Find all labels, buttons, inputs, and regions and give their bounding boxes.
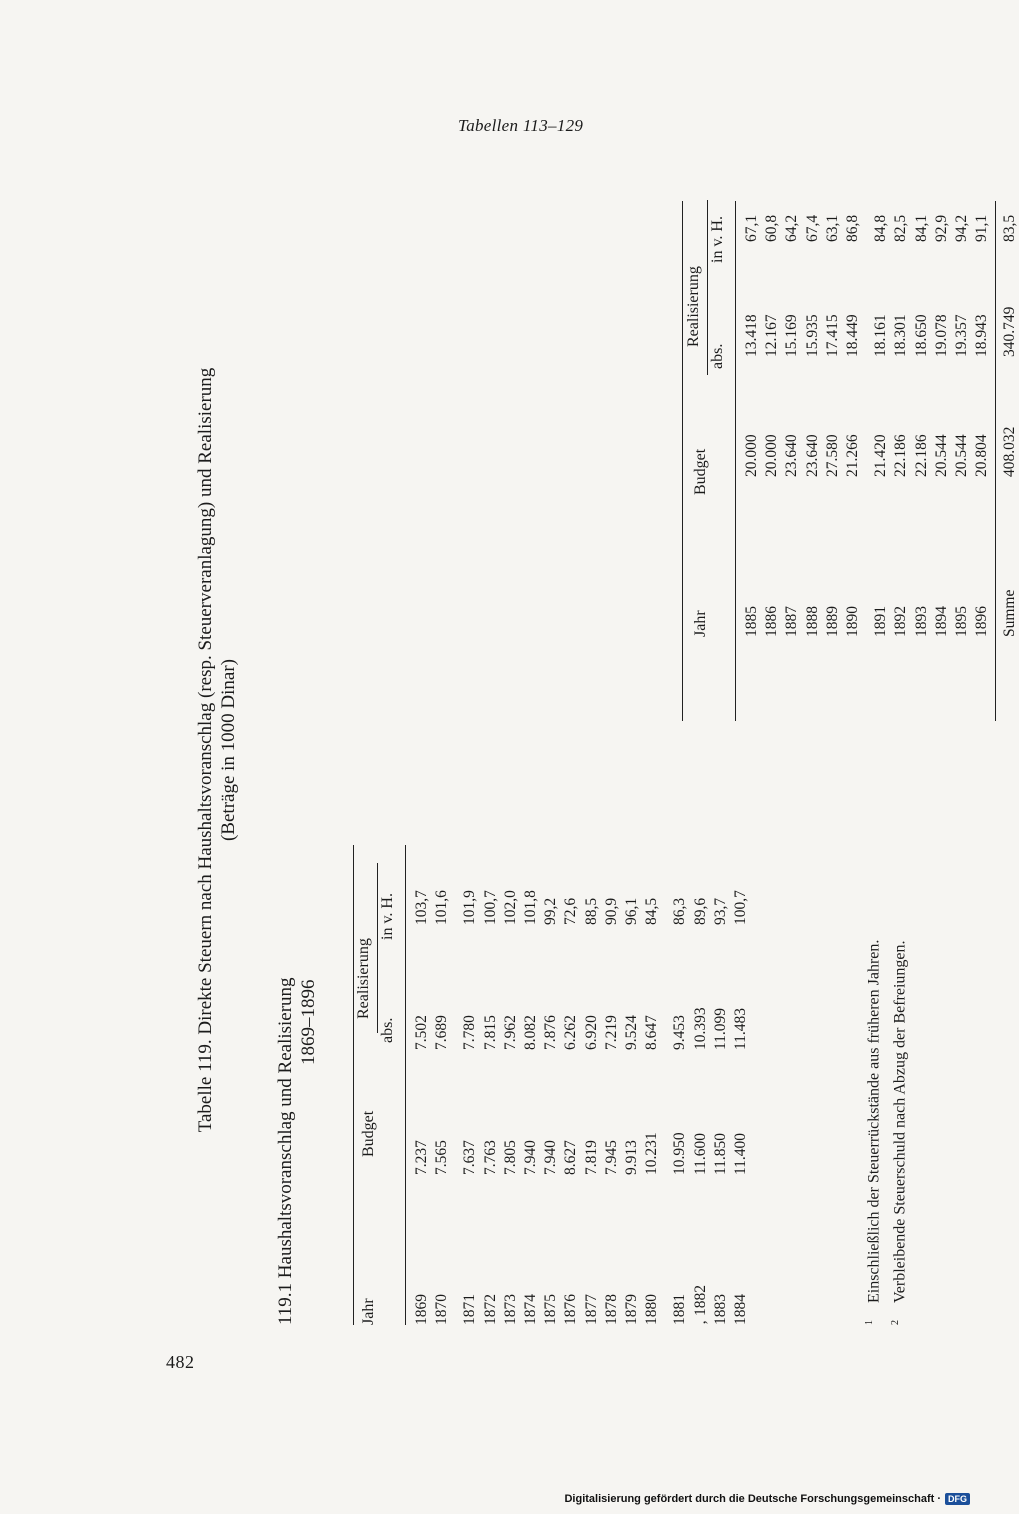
dfg-logo-icon: DFG	[945, 1493, 970, 1505]
table-cell-abs: 8.082	[522, 1015, 539, 1050]
table-cell-bud: 7.819	[582, 1140, 600, 1175]
table-cell-pct: 63,1	[823, 214, 841, 242]
right-table-header-rule	[735, 201, 736, 721]
table-cell-pct: 103,7	[413, 890, 430, 925]
right-header-year: Jahr	[692, 610, 709, 637]
left-table-header-rule	[405, 845, 406, 1325]
table-row	[804, 117, 822, 637]
table-cell-bud: 9.913	[623, 1140, 640, 1175]
table-row	[692, 805, 710, 1325]
footer-text: Digitalisierung gefördert durch die Deutsche Forschungsgemeinschaft ·	[564, 1493, 941, 1505]
table-cell-pct: 101,8	[522, 890, 539, 925]
table-cell-abs: 10.393	[691, 1007, 709, 1050]
table-cell-bud: 23.640	[783, 434, 801, 477]
running-head: Tabellen 113–129	[458, 116, 584, 135]
table-cell-pct: 92,9	[932, 214, 950, 242]
table-cell-pct: 67,1	[743, 214, 760, 242]
table-cell-pct: 100,7	[732, 890, 749, 925]
table-row	[522, 805, 540, 1325]
table-row	[933, 117, 951, 637]
table-cell-bud: 7.945	[602, 1140, 620, 1175]
table-cell-bud: 7.940	[542, 1140, 560, 1175]
table-cell-jahr: 1869	[413, 1294, 430, 1325]
sum-rule	[995, 201, 996, 721]
table-cell-jahr: 1876	[562, 1294, 580, 1325]
table-cell-bud: 20.544	[932, 434, 950, 477]
table-cell-abs: 9.453	[671, 1015, 689, 1050]
table-cell-jahr: 1896	[973, 606, 991, 637]
page-footer	[564, 1493, 970, 1505]
table-cell-abs: 18.449	[844, 314, 861, 357]
table-cell-jahr: 1878	[602, 1294, 620, 1325]
right-header-abs: abs.	[709, 343, 726, 369]
table-cell-bud: 27.580	[823, 434, 841, 477]
table-cell-abs: 18.650	[912, 314, 930, 357]
table-row	[502, 805, 520, 1325]
table-cell-jahr: 1885	[743, 606, 760, 637]
table-row	[623, 805, 641, 1325]
table-cell-bud: 10.231	[643, 1132, 661, 1175]
table-title: Tabelle 119. Direkte Steuern nach Haushaltsvoranschlag (resp. Steuerveranlagung) und Realisierung	[195, 367, 216, 1133]
table-row	[413, 805, 431, 1325]
table-row	[433, 805, 451, 1325]
left-header-realization: Realisierung	[355, 938, 372, 1019]
table-row	[732, 805, 750, 1325]
table-row	[542, 805, 560, 1325]
table-cell-jahr: 1872	[481, 1294, 499, 1325]
right-header-budget: Budget	[692, 448, 709, 495]
table-cell-abs: 11.099	[711, 1007, 729, 1050]
table-row	[583, 805, 601, 1325]
table-cell-jahr: 1887	[783, 606, 801, 637]
left-header-abs: abs.	[379, 1017, 396, 1043]
table-cell-pct: 102,0	[501, 890, 519, 925]
sum-cell-pct: 83,5	[1001, 214, 1019, 242]
table-cell-bud: 7.940	[522, 1140, 539, 1175]
table-cell-pct: 67,4	[803, 214, 821, 242]
table-cell-bud: 11.850	[711, 1132, 729, 1175]
right-realization-rule	[707, 200, 708, 375]
table-row	[671, 805, 689, 1325]
table-cell-abs: 18.301	[892, 314, 910, 357]
table-cell-jahr: 1880	[643, 1294, 661, 1325]
table-cell-jahr: 1873	[501, 1294, 519, 1325]
table-cell-bud: 11.600	[691, 1132, 709, 1175]
table-row	[953, 117, 971, 637]
footnote-text: Verbleibende Steuerschuld nach Abzug der Befreiungen.	[891, 940, 909, 1303]
table-row	[783, 117, 801, 637]
table-cell-abs: 17.415	[823, 314, 841, 357]
footnote-1	[859, 175, 885, 1325]
table-cell-pct: 84,8	[872, 214, 890, 242]
right-header-realization: Realisierung	[685, 266, 702, 347]
table-cell-bud: 7.805	[501, 1140, 519, 1175]
table-cell-bud: 7.637	[461, 1140, 479, 1175]
table-cell-pct: 96,1	[623, 897, 640, 925]
table-cell-pct: 99,2	[542, 897, 560, 925]
table-row	[743, 117, 761, 637]
table-cell-jahr: 1892	[892, 606, 910, 637]
table-cell-bud: 8.627	[562, 1140, 580, 1175]
section-title: 119.1 Haushaltsvoranschlag und Realisierung	[275, 977, 296, 1325]
table-cell-pct: 84,5	[643, 897, 661, 925]
table-cell-jahr: 1870	[433, 1294, 451, 1325]
left-header-budget: Budget	[360, 1110, 377, 1157]
table-cell-abs: 8.647	[643, 1015, 661, 1050]
table-cell-pct: 86,3	[671, 897, 689, 925]
table-cell-bud: 20.804	[973, 434, 991, 477]
table-cell-bud: 7.763	[481, 1140, 499, 1175]
footnote-2	[885, 175, 911, 1325]
table-cell-jahr: 1888	[803, 606, 821, 637]
table-cell-bud: 23.640	[803, 434, 821, 477]
table-cell-jahr: 1874	[522, 1294, 539, 1325]
table-cell-bud: 22.186	[892, 434, 910, 477]
table-caption	[195, 175, 241, 1325]
left-header-pct: in v. H.	[379, 893, 396, 940]
table-cell-bud: 20.544	[953, 434, 970, 477]
footnotes	[859, 175, 912, 1325]
left-header-year: Jahr	[360, 1298, 377, 1325]
table-cell-pct: 90,9	[602, 897, 620, 925]
table-cell-jahr: 1895	[953, 606, 970, 637]
table-cell-jahr: 1881	[671, 1294, 689, 1325]
table-cell-abs: 9.524	[623, 1015, 640, 1050]
table-cell-bud: 7.237	[413, 1140, 430, 1175]
table-cell-pct: 100,7	[481, 890, 499, 925]
table-row	[461, 805, 479, 1325]
table-cell-bud: 20.000	[763, 434, 781, 477]
table-subtitle: (Beträge in 1000 Dinar)	[217, 658, 239, 842]
table-cell-bud: 21.266	[844, 434, 861, 477]
table-cell-bud: 11.400	[732, 1132, 749, 1175]
table-cell-bud: 21.420	[872, 434, 890, 477]
table-cell-jahr: 1884	[732, 1294, 749, 1325]
table-cell-abs: 15.169	[783, 314, 801, 357]
sum-row	[1001, 117, 1019, 637]
table-cell-jahr: 1886	[763, 606, 781, 637]
table-cell-abs: 7.962	[501, 1015, 519, 1050]
table-row	[603, 805, 621, 1325]
table-cell-abs: 7.815	[481, 1015, 499, 1050]
table-cell-jahr: 1877	[582, 1294, 600, 1325]
table-cell-bud: 22.186	[912, 434, 930, 477]
table-cell-jahr: ‚ 1882	[691, 1284, 709, 1325]
table-cell-pct: 72,6	[562, 897, 580, 925]
table-cell-abs: 7.876	[542, 1015, 560, 1050]
table-cell-pct: 60,8	[763, 214, 781, 242]
footnote-mark: 2	[890, 1320, 902, 1325]
table-cell-jahr: 1879	[623, 1294, 640, 1325]
table-row	[973, 117, 991, 637]
table-row	[482, 805, 500, 1325]
rotated-table-block	[195, 155, 1019, 1325]
table-cell-abs: 7.502	[413, 1015, 430, 1050]
table-cell-jahr: 1889	[823, 606, 841, 637]
table-row	[763, 117, 781, 637]
table-cell-pct: 101,6	[433, 890, 451, 925]
table-cell-bud: 20.000	[743, 434, 760, 477]
section-range: 1869–1896	[297, 979, 319, 1065]
table-cell-pct: 84,1	[912, 214, 930, 242]
page-number: 482	[166, 1352, 195, 1372]
sum-cell-jahr: Summe	[1001, 589, 1019, 637]
table-cell-abs: 6.262	[562, 1015, 580, 1050]
table-cell-pct: 86,8	[844, 214, 861, 242]
table-cell-abs: 7.689	[433, 1015, 451, 1050]
table-cell-jahr: 1894	[932, 606, 950, 637]
table-cell-bud: 10.950	[671, 1132, 689, 1175]
table-cell-pct: 82,5	[892, 214, 910, 242]
table-row	[913, 117, 931, 637]
table-cell-abs: 6.920	[582, 1015, 600, 1050]
table-cell-abs: 18.943	[973, 314, 991, 357]
table-cell-pct: 93,7	[711, 897, 729, 925]
right-table-top-rule	[682, 201, 683, 721]
table-cell-abs: 19.078	[932, 314, 950, 357]
table-cell-bud: 7.565	[433, 1140, 451, 1175]
table-row	[824, 117, 842, 637]
sum-cell-bud: 408.032	[1001, 426, 1019, 477]
table-cell-abs: 19.357	[953, 314, 970, 357]
table-cell-pct: 94,2	[953, 214, 970, 242]
left-table-top-rule	[353, 845, 354, 1325]
footnote-text: Einschließlich der Steuerrückstände aus früheren Jahren.	[865, 939, 883, 1303]
table-cell-pct: 64,2	[783, 214, 801, 242]
table-cell-pct: 88,5	[582, 897, 600, 925]
table-cell-jahr: 1890	[844, 606, 861, 637]
table-cell-jahr: 1871	[461, 1294, 479, 1325]
table-cell-jahr: 1891	[872, 606, 890, 637]
section-heading	[275, 175, 321, 1325]
sum-cell-abs: 340.749	[1001, 306, 1019, 357]
table-cell-jahr: 1875	[542, 1294, 560, 1325]
table-cell-abs: 11.483	[732, 1007, 749, 1050]
table-cell-abs: 13.418	[743, 314, 760, 357]
table-cell-jahr: 1883	[711, 1294, 729, 1325]
table-cell-abs: 18.161	[872, 314, 890, 357]
table-cell-pct: 91,1	[973, 214, 991, 242]
table-row	[562, 805, 580, 1325]
right-header-pct: in v. H.	[709, 216, 726, 263]
table-row	[643, 805, 661, 1325]
left-realization-rule	[377, 863, 378, 1033]
table-cell-pct: 101,9	[461, 890, 479, 925]
table-cell-abs: 12.167	[763, 314, 781, 357]
table-cell-jahr: 1893	[912, 606, 930, 637]
table-cell-abs: 7.780	[461, 1015, 479, 1050]
table-row	[712, 805, 730, 1325]
table-cell-abs: 15.935	[803, 314, 821, 357]
table-cell-pct: 89,6	[691, 897, 709, 925]
table-cell-abs: 7.219	[602, 1015, 620, 1050]
footnote-mark: 1	[864, 1320, 875, 1325]
